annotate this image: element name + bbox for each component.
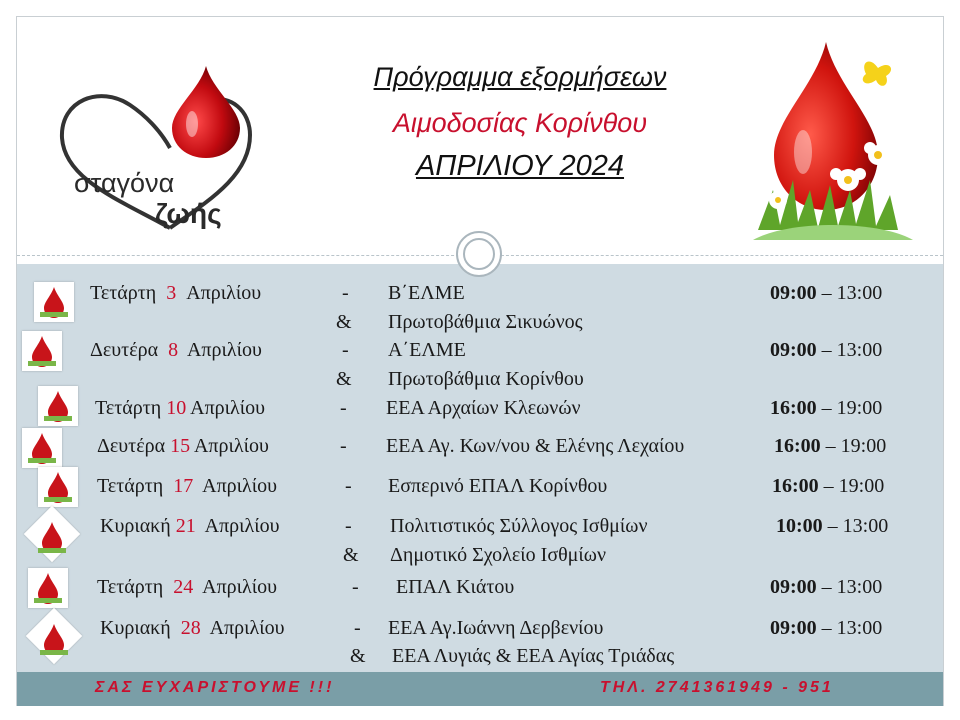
row-day: Τετάρτη	[95, 397, 162, 419]
row-place-secondary: Πρωτοβάθμια Κορίνθου	[388, 368, 584, 390]
row-time-end: – 19:00	[823, 475, 885, 497]
row-date-number: 17	[173, 475, 194, 497]
row-separator: -	[342, 282, 349, 304]
row-month: Απριλίου	[190, 397, 266, 419]
row-time-end: – 19:00	[821, 397, 883, 419]
title-program: Πρόγραμμα εξορμήσεων	[373, 62, 667, 92]
row-ampersand: &	[343, 544, 359, 566]
row-day: Κυριακή	[100, 515, 171, 537]
row-day: Τετάρτη	[97, 475, 164, 497]
row-ampersand: &	[336, 368, 352, 390]
logo-text-zois: ζωής	[155, 198, 222, 229]
row-separator: -	[342, 339, 349, 361]
row-date-number: 10	[166, 397, 187, 419]
row-month: Απριλίου	[202, 576, 278, 598]
logo-text-stagona: σταγόνα	[74, 168, 175, 198]
row-time-end: – 13:00	[821, 282, 883, 304]
row-ampersand: &	[336, 311, 352, 333]
row-place-secondary: ΕΕΑ Λυγιάς & ΕΕΑ Αγίας Τριάδας	[392, 645, 675, 667]
row-place: ΕΕΑ Αγ.Ιωάννη Δερβενίου	[388, 617, 604, 639]
row-place: Πολιτιστικός Σύλλογος Ισθμίων	[390, 515, 648, 537]
row-place: ΕΠΑΛ Κιάτου	[396, 576, 515, 598]
row-day: Δευτέρα	[97, 435, 166, 457]
row-date-number: 3	[166, 282, 177, 304]
row-place: Εσπερινό ΕΠΑΛ Κορίνθου	[388, 475, 608, 497]
row-separator: -	[340, 397, 347, 419]
footer-phone: ΤΗΛ. 2741361949 - 951	[600, 679, 834, 696]
row-month: Απριλίου	[209, 617, 285, 639]
row-time-start: 16:00	[772, 475, 819, 497]
row-day: Τετάρτη	[90, 282, 157, 304]
row-place: ΕΕΑ Αρχαίων Κλεωνών	[386, 397, 581, 419]
row-time-end: – 19:00	[825, 435, 887, 457]
row-time-end: – 13:00	[821, 339, 883, 361]
row-place: Β΄ΕΛΜΕ	[388, 282, 465, 304]
row-date-number: 21	[175, 515, 196, 537]
row-separator: -	[345, 515, 352, 537]
row-month: Απριλίου	[204, 515, 280, 537]
row-day: Κυριακή	[100, 617, 171, 639]
row-day: Τετάρτη	[97, 576, 164, 598]
title-month-year: ΑΠΡΙΛΙΟΥ 2024	[415, 150, 625, 182]
row-place-secondary: Πρωτοβάθμια Σικυώνος	[388, 311, 583, 333]
row-place-secondary: Δημοτικό Σχολείο Ισθμίων	[390, 544, 606, 566]
row-ampersand: &	[350, 645, 366, 667]
row-month: Απριλίου	[186, 282, 262, 304]
row-date-number: 24	[173, 576, 194, 598]
title-blood-donation: Αιμοδοσίας Κορίνθου	[392, 108, 648, 138]
row-separator: -	[352, 576, 359, 598]
row-place: Α΄ΕΛΜΕ	[388, 339, 466, 361]
row-day: Δευτέρα	[90, 339, 159, 361]
footer-thanks: ΣΑΣ ΕΥΧΑΡΙΣΤΟΥΜΕ !!!	[95, 679, 335, 696]
row-time-end: – 13:00	[821, 576, 883, 598]
row-time-start: 10:00	[776, 515, 823, 537]
row-separator: -	[340, 435, 347, 457]
row-time-start: 09:00	[770, 339, 817, 361]
row-time-end: – 13:00	[827, 515, 889, 537]
row-separator: -	[345, 475, 352, 497]
row-date-number: 28	[180, 617, 201, 639]
row-time-start: 16:00	[774, 435, 821, 457]
row-separator: -	[354, 617, 361, 639]
row-time-start: 09:00	[770, 617, 817, 639]
row-time-start: 09:00	[770, 576, 817, 598]
row-time-start: 16:00	[770, 397, 817, 419]
row-time-end: – 13:00	[821, 617, 883, 639]
row-month: Απριλίου	[186, 339, 262, 361]
row-month: Απριλίου	[193, 435, 269, 457]
row-month: Απριλίου	[202, 475, 278, 497]
row-date-number: 8	[168, 339, 179, 361]
row-place: ΕΕΑ Αγ. Κων/νου & Ελένης Λεχαίου	[386, 435, 685, 457]
row-time-start: 09:00	[770, 282, 817, 304]
row-date-number: 15	[170, 435, 191, 457]
